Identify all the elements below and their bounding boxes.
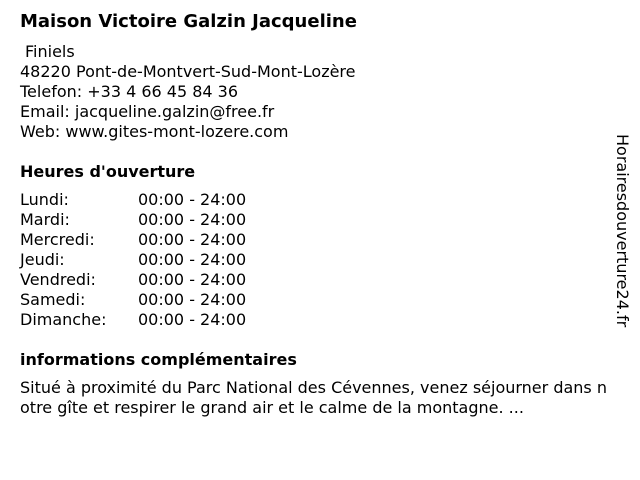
additional-info-heading: informations complémentaires [20, 350, 297, 369]
opening-hours-table [20, 190, 612, 330]
site-brand-watermark: Horairesdouverture24.fr [613, 134, 632, 328]
phone-number: Telefon: +33 4 66 45 84 36 [20, 82, 239, 101]
opening-hours-heading: Heures d'ouverture [20, 162, 196, 181]
time-range: 00:00 - 24:00 [138, 290, 247, 309]
day-label: Mardi: [20, 210, 70, 229]
email-address: Email: jacqueline.galzin@free.fr [20, 102, 275, 121]
additional-info-text: Situé à proximité du Parc National des Cévennes, venez séjourner dans notre gîte et respirer le grand air et le calme de la montagne. ... [20, 378, 607, 417]
hours-row-wednesday [20, 230, 612, 250]
day-label: Jeudi: [20, 250, 65, 269]
hours-row-saturday [20, 290, 612, 310]
hours-row-tuesday [20, 210, 612, 230]
time-range: 00:00 - 24:00 [138, 190, 247, 209]
time-range: 00:00 - 24:00 [138, 250, 247, 269]
hours-row-sunday [20, 310, 612, 330]
day-label: Mercredi: [20, 230, 95, 249]
business-card [20, 10, 612, 418]
postal-city: 48220 Pont-de-Montvert-Sud-Mont-Lozère [20, 62, 356, 81]
day-label: Dimanche: [20, 310, 107, 329]
street-address: Finiels [25, 42, 75, 61]
business-name: Maison Victoire Galzin Jacqueline [20, 11, 357, 32]
day-label: Samedi: [20, 290, 86, 309]
time-range: 00:00 - 24:00 [138, 230, 247, 249]
time-range: 00:00 - 24:00 [138, 210, 247, 229]
hours-row-friday [20, 270, 612, 290]
time-range: 00:00 - 24:00 [138, 310, 247, 329]
time-range: 00:00 - 24:00 [138, 270, 247, 289]
website-address: Web: www.gites-mont-lozere.com [20, 122, 289, 141]
day-label: Lundi: [20, 190, 69, 209]
hours-row-monday [20, 190, 612, 210]
hours-row-thursday [20, 250, 612, 270]
contact-block [20, 42, 612, 142]
day-label: Vendredi: [20, 270, 96, 289]
